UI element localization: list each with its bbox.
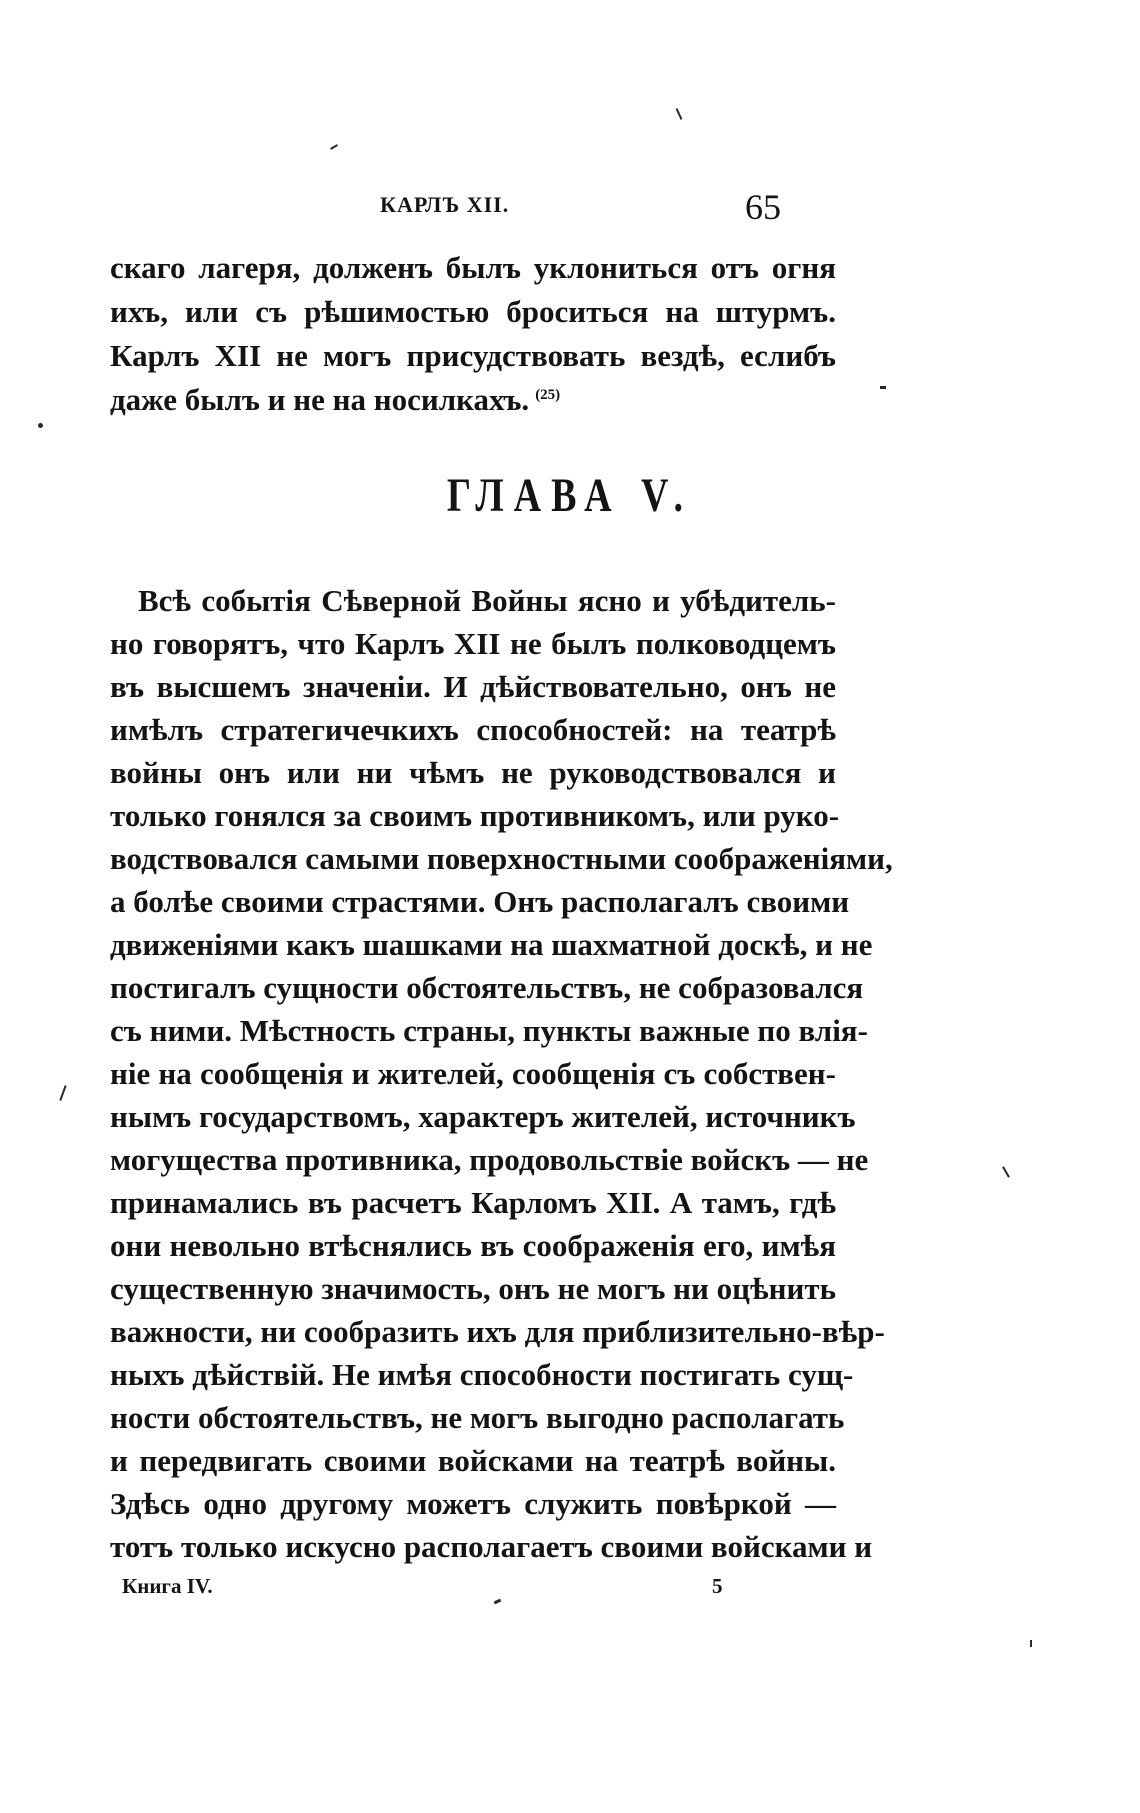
text-line: ніе на сообщенія и жителей, сообщенія съ собствен-: [110, 1056, 836, 1091]
scan-speck: [38, 423, 43, 428]
text-line: съ ними. Мѣстность страны, пункты важные по влія-: [110, 1013, 868, 1048]
text-line: въ высшемъ значеніи. И дѣйствовательно, онъ не: [110, 669, 836, 704]
scan-speck: [1030, 1640, 1032, 1647]
signature-mark: Книга IV.: [122, 1574, 213, 1598]
text-line: Карлъ XII не могъ присудствовать вездѣ, еслибъ: [110, 338, 836, 373]
text-line: ныхъ дѣйствій. Не имѣя способности постигать сущ-: [110, 1357, 854, 1392]
text-line: войны онъ или ни чѣмъ не руководствовался и: [110, 755, 836, 790]
text-line: могущества противника, продовольствіе войскъ — не: [110, 1142, 869, 1177]
signature-number: 5: [712, 1574, 723, 1598]
text-line: только гонялся за своимъ противникомъ, или руко-: [110, 798, 840, 833]
page-number: 65: [745, 187, 781, 227]
text-line-content: даже былъ и не на носилкахъ.: [110, 382, 530, 417]
text-line: и передвигать своими войсками на театрѣ войны.: [110, 1443, 836, 1478]
scan-speck: [676, 108, 683, 120]
text-line: имѣлъ стратегичечкихъ способностей: на театрѣ: [110, 712, 836, 747]
text-line: движеніями какъ шашками на шахматной доскѣ, и не: [110, 927, 873, 962]
text-line: а болѣе своими страстями. Онъ располагалъ своими: [110, 884, 850, 919]
text-line: водствовался самыми поверхностными соображеніями,: [110, 841, 893, 876]
scan-speck: [330, 144, 338, 150]
running-head: КАРЛЪ XII.: [380, 192, 510, 217]
text-line: они невольно втѣснялись въ соображенія его, имѣя: [110, 1228, 836, 1263]
text-line: тотъ только искусно располагаетъ своими войсками и: [110, 1529, 873, 1564]
text-line: скаго лагеря, долженъ былъ уклониться отъ огня: [110, 250, 836, 285]
scan-speck: [494, 1599, 502, 1605]
text-line: важности, ни сообразить ихъ для приблизительно-вѣр-: [110, 1314, 885, 1349]
scan-speck: [59, 1085, 66, 1101]
text-line: ихъ, или съ рѣшимостью броситься на штурмъ.: [110, 294, 836, 329]
text-line: постигалъ сущности обстоятельствъ, не собразовался: [110, 970, 864, 1005]
text-line: [110, 384, 836, 415]
text-line: Всѣ событія Сѣверной Войны ясно и убѣдитель-: [138, 583, 836, 618]
text-line: нымъ государствомъ, характеръ жителей, источникъ: [110, 1099, 856, 1134]
text-line: существенную значимость, онъ не могъ ни оцѣнить: [110, 1271, 836, 1306]
text-line: ности обстоятельствъ, не могъ выгодно располагать: [110, 1400, 845, 1435]
chapter-title: ГЛАВА V.: [446, 469, 694, 523]
text-line: Здѣсь одно другому можетъ служить повѣркой —: [110, 1486, 836, 1521]
text-line: но говорятъ, что Карлъ XII не былъ полководцемъ: [110, 626, 836, 661]
footnote-reference: (25): [535, 386, 561, 403]
scan-speck: [880, 386, 886, 389]
text-line: принамались въ расчетъ Карломъ XII. А тамъ, гдѣ: [110, 1185, 836, 1220]
scan-speck: [1002, 1166, 1010, 1177]
